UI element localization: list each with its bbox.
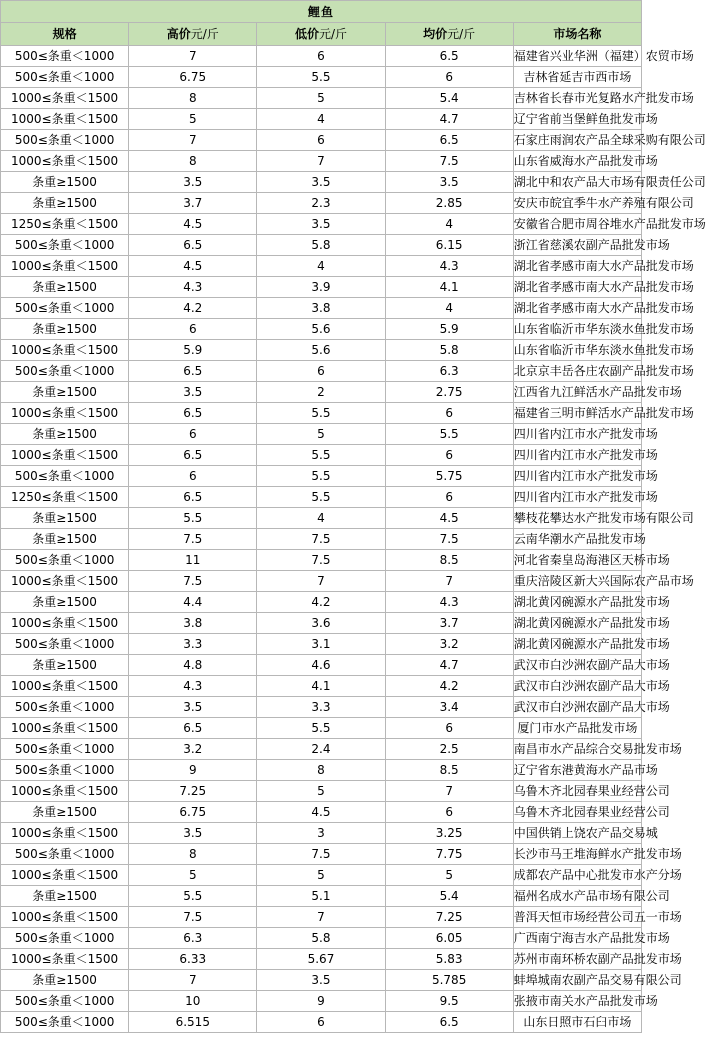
cell-high-price: 3.5 xyxy=(129,823,257,844)
cell-high-price: 3.3 xyxy=(129,634,257,655)
cell-market-name: 中国供销上饶农产品交易城 xyxy=(513,823,641,844)
cell-high-price: 7 xyxy=(129,130,257,151)
cell-high-price: 6.5 xyxy=(129,445,257,466)
table-row xyxy=(1,403,642,424)
cell-spec: 条重≥1500 xyxy=(1,970,129,991)
cell-low-price: 4.5 xyxy=(257,802,385,823)
cell-avg-price: 7.75 xyxy=(385,844,513,865)
cell-spec: 1000≤条重＜1500 xyxy=(1,571,129,592)
cell-avg-price: 9.5 xyxy=(385,991,513,1012)
table-row xyxy=(1,277,642,298)
cell-avg-price: 3.2 xyxy=(385,634,513,655)
cell-low-price: 9 xyxy=(257,991,385,1012)
cell-market-name: 四川省内江市水产批发市场 xyxy=(513,445,641,466)
cell-low-price: 3.3 xyxy=(257,697,385,718)
cell-avg-price: 6.5 xyxy=(385,1012,513,1033)
cell-avg-price: 3.4 xyxy=(385,697,513,718)
cell-market-name: 攀枝花攀达水产批发市场有限公司 xyxy=(513,508,641,529)
cell-market-name: 张掖市南关水产品批发市场 xyxy=(513,991,641,1012)
cell-avg-price: 2.5 xyxy=(385,739,513,760)
table-row xyxy=(1,193,642,214)
cell-high-price: 3.2 xyxy=(129,739,257,760)
cell-spec: 条重≥1500 xyxy=(1,172,129,193)
cell-low-price: 5.1 xyxy=(257,886,385,907)
cell-low-price: 5 xyxy=(257,781,385,802)
table-row xyxy=(1,781,642,802)
cell-avg-price: 4.7 xyxy=(385,109,513,130)
cell-market-name: 山东省威海水产品批发市场 xyxy=(513,151,641,172)
cell-market-name: 湖北中和农产品大市场有限责任公司 xyxy=(513,172,641,193)
table-row xyxy=(1,67,642,88)
cell-high-price: 3.5 xyxy=(129,382,257,403)
cell-spec: 500≤条重＜1000 xyxy=(1,844,129,865)
cell-low-price: 4 xyxy=(257,109,385,130)
cell-spec: 500≤条重＜1000 xyxy=(1,130,129,151)
cell-high-price: 4.4 xyxy=(129,592,257,613)
cell-low-price: 2.4 xyxy=(257,739,385,760)
cell-spec: 1250≤条重＜1500 xyxy=(1,214,129,235)
table-title: 鲤鱼 xyxy=(1,1,642,23)
cell-high-price: 6.75 xyxy=(129,67,257,88)
table-title-row xyxy=(1,1,642,23)
table-row xyxy=(1,676,642,697)
table-row xyxy=(1,634,642,655)
cell-high-price: 5.9 xyxy=(129,340,257,361)
cell-avg-price: 5.4 xyxy=(385,886,513,907)
cell-spec: 500≤条重＜1000 xyxy=(1,739,129,760)
cell-market-name: 安徽省合肥市周谷堆水产品批发市场 xyxy=(513,214,641,235)
cell-high-price: 10 xyxy=(129,991,257,1012)
table-row xyxy=(1,340,642,361)
cell-market-name: 四川省内江市水产批发市场 xyxy=(513,487,641,508)
cell-spec: 1000≤条重＜1500 xyxy=(1,613,129,634)
cell-high-price: 3.8 xyxy=(129,613,257,634)
table-row xyxy=(1,424,642,445)
cell-low-price: 7.5 xyxy=(257,844,385,865)
cell-spec: 1000≤条重＜1500 xyxy=(1,718,129,739)
cell-avg-price: 6.15 xyxy=(385,235,513,256)
cell-avg-price: 4.1 xyxy=(385,277,513,298)
cell-high-price: 6.5 xyxy=(129,403,257,424)
table-row xyxy=(1,319,642,340)
table-row xyxy=(1,760,642,781)
table-row xyxy=(1,550,642,571)
table-row xyxy=(1,655,642,676)
cell-avg-price: 8.5 xyxy=(385,550,513,571)
cell-spec: 条重≥1500 xyxy=(1,319,129,340)
cell-low-price: 3.5 xyxy=(257,970,385,991)
cell-market-name: 乌鲁木齐北园春果业经营公司 xyxy=(513,781,641,802)
table-row xyxy=(1,571,642,592)
cell-avg-price: 6.5 xyxy=(385,130,513,151)
cell-market-name: 重庆涪陵区新大兴国际农产品市场 xyxy=(513,571,641,592)
cell-avg-price: 7.5 xyxy=(385,529,513,550)
cell-spec: 1000≤条重＜1500 xyxy=(1,151,129,172)
cell-market-name: 乌鲁木齐北园春果业经营公司 xyxy=(513,802,641,823)
table-row xyxy=(1,844,642,865)
cell-market-name: 蚌埠城南农副产品交易有限公司 xyxy=(513,970,641,991)
cell-low-price: 5.8 xyxy=(257,928,385,949)
cell-avg-price: 2.75 xyxy=(385,382,513,403)
cell-low-price: 5.5 xyxy=(257,67,385,88)
cell-spec: 1000≤条重＜1500 xyxy=(1,403,129,424)
cell-high-price: 8 xyxy=(129,844,257,865)
cell-high-price: 7.5 xyxy=(129,571,257,592)
cell-spec: 条重≥1500 xyxy=(1,886,129,907)
cell-high-price: 3.5 xyxy=(129,172,257,193)
cell-spec: 1000≤条重＜1500 xyxy=(1,781,129,802)
cell-market-name: 武汉市白沙洲农副产品大市场 xyxy=(513,697,641,718)
cell-low-price: 7 xyxy=(257,151,385,172)
cell-spec: 1000≤条重＜1500 xyxy=(1,949,129,970)
cell-high-price: 6.5 xyxy=(129,487,257,508)
cell-avg-price: 6.05 xyxy=(385,928,513,949)
table-row xyxy=(1,172,642,193)
header-high-price: 高价元/斤 xyxy=(129,23,257,46)
cell-avg-price: 4.5 xyxy=(385,508,513,529)
cell-spec: 500≤条重＜1000 xyxy=(1,466,129,487)
table-row xyxy=(1,151,642,172)
cell-spec: 1000≤条重＜1500 xyxy=(1,445,129,466)
cell-spec: 500≤条重＜1000 xyxy=(1,550,129,571)
cell-spec: 条重≥1500 xyxy=(1,802,129,823)
cell-avg-price: 2.85 xyxy=(385,193,513,214)
cell-spec: 500≤条重＜1000 xyxy=(1,235,129,256)
table-row xyxy=(1,130,642,151)
cell-high-price: 7.5 xyxy=(129,907,257,928)
cell-avg-price: 5.9 xyxy=(385,319,513,340)
cell-avg-price: 5.4 xyxy=(385,88,513,109)
cell-low-price: 3.1 xyxy=(257,634,385,655)
cell-avg-price: 5.785 xyxy=(385,970,513,991)
cell-high-price: 6.5 xyxy=(129,235,257,256)
cell-high-price: 6.3 xyxy=(129,928,257,949)
cell-high-price: 5.5 xyxy=(129,886,257,907)
cell-spec: 条重≥1500 xyxy=(1,382,129,403)
cell-high-price: 6.75 xyxy=(129,802,257,823)
cell-high-price: 7 xyxy=(129,46,257,67)
cell-avg-price: 7 xyxy=(385,571,513,592)
table-row xyxy=(1,88,642,109)
cell-avg-price: 6 xyxy=(385,445,513,466)
table-header-row xyxy=(1,23,642,46)
cell-market-name: 山东省临沂市华东淡水鱼批发市场 xyxy=(513,340,641,361)
cell-market-name: 湖北黄冈碗源水产品批发市场 xyxy=(513,634,641,655)
cell-low-price: 5 xyxy=(257,88,385,109)
cell-avg-price: 6 xyxy=(385,718,513,739)
cell-avg-price: 4.3 xyxy=(385,256,513,277)
cell-spec: 条重≥1500 xyxy=(1,277,129,298)
cell-market-name: 吉林省长春市光复路水产批发市场 xyxy=(513,88,641,109)
cell-low-price: 3.5 xyxy=(257,172,385,193)
cell-avg-price: 5.83 xyxy=(385,949,513,970)
cell-market-name: 福州名成水产品市场有限公司 xyxy=(513,886,641,907)
table-row xyxy=(1,487,642,508)
cell-high-price: 5 xyxy=(129,865,257,886)
cell-market-name: 四川省内江市水产批发市场 xyxy=(513,466,641,487)
table-row xyxy=(1,886,642,907)
table-row xyxy=(1,907,642,928)
cell-avg-price: 6 xyxy=(385,802,513,823)
cell-high-price: 11 xyxy=(129,550,257,571)
cell-high-price: 6.5 xyxy=(129,361,257,382)
cell-low-price: 8 xyxy=(257,760,385,781)
cell-avg-price: 7.25 xyxy=(385,907,513,928)
cell-avg-price: 5 xyxy=(385,865,513,886)
cell-avg-price: 3.25 xyxy=(385,823,513,844)
cell-avg-price: 4.3 xyxy=(385,592,513,613)
cell-low-price: 6 xyxy=(257,130,385,151)
cell-market-name: 福建省兴业华洲（福建）农贸市场 xyxy=(513,46,641,67)
cell-spec: 500≤条重＜1000 xyxy=(1,298,129,319)
cell-high-price: 6 xyxy=(129,319,257,340)
cell-spec: 条重≥1500 xyxy=(1,424,129,445)
cell-avg-price: 7 xyxy=(385,781,513,802)
cell-spec: 500≤条重＜1000 xyxy=(1,361,129,382)
table-row xyxy=(1,991,642,1012)
cell-market-name: 苏州市南环桥农副产品批发市场 xyxy=(513,949,641,970)
table-row xyxy=(1,508,642,529)
cell-spec: 500≤条重＜1000 xyxy=(1,697,129,718)
cell-market-name: 广西南宁海吉水产品批发市场 xyxy=(513,928,641,949)
table-row xyxy=(1,361,642,382)
cell-spec: 1000≤条重＜1500 xyxy=(1,340,129,361)
cell-high-price: 7.25 xyxy=(129,781,257,802)
cell-avg-price: 4.2 xyxy=(385,676,513,697)
cell-avg-price: 6 xyxy=(385,403,513,424)
cell-avg-price: 3.7 xyxy=(385,613,513,634)
table-row xyxy=(1,592,642,613)
cell-low-price: 5.8 xyxy=(257,235,385,256)
table-row xyxy=(1,445,642,466)
cell-avg-price: 5.5 xyxy=(385,424,513,445)
cell-low-price: 4.2 xyxy=(257,592,385,613)
cell-high-price: 4.8 xyxy=(129,655,257,676)
cell-high-price: 6.5 xyxy=(129,718,257,739)
cell-avg-price: 6 xyxy=(385,487,513,508)
cell-market-name: 湖北黄冈碗源水产品批发市场 xyxy=(513,592,641,613)
table-row xyxy=(1,109,642,130)
cell-high-price: 4.3 xyxy=(129,676,257,697)
cell-market-name: 武汉市白沙洲农副产品大市场 xyxy=(513,655,641,676)
cell-high-price: 9 xyxy=(129,760,257,781)
cell-market-name: 武汉市白沙洲农副产品大市场 xyxy=(513,676,641,697)
table-row xyxy=(1,1012,642,1033)
header-avg-price: 均价元/斤 xyxy=(385,23,513,46)
cell-avg-price: 7.5 xyxy=(385,151,513,172)
table-row xyxy=(1,298,642,319)
table-row xyxy=(1,466,642,487)
cell-low-price: 6 xyxy=(257,1012,385,1033)
cell-market-name: 安庆市皖宜季牛水产养殖有限公司 xyxy=(513,193,641,214)
cell-spec: 条重≥1500 xyxy=(1,193,129,214)
cell-spec: 1000≤条重＜1500 xyxy=(1,109,129,130)
cell-market-name: 南昌市水产品综合交易批发市场 xyxy=(513,739,641,760)
cell-avg-price: 3.5 xyxy=(385,172,513,193)
cell-high-price: 3.5 xyxy=(129,697,257,718)
header-low-price: 低价元/斤 xyxy=(257,23,385,46)
cell-high-price: 6.515 xyxy=(129,1012,257,1033)
cell-avg-price: 4 xyxy=(385,214,513,235)
cell-avg-price: 5.8 xyxy=(385,340,513,361)
cell-low-price: 3.6 xyxy=(257,613,385,634)
header-market-name: 市场名称 xyxy=(513,23,641,46)
cell-high-price: 3.7 xyxy=(129,193,257,214)
cell-high-price: 7.5 xyxy=(129,529,257,550)
cell-high-price: 6 xyxy=(129,466,257,487)
cell-low-price: 5 xyxy=(257,424,385,445)
cell-market-name: 石家庄雨润农产品全球采购有限公司 xyxy=(513,130,641,151)
cell-spec: 1000≤条重＜1500 xyxy=(1,865,129,886)
cell-low-price: 5 xyxy=(257,865,385,886)
cell-spec: 条重≥1500 xyxy=(1,508,129,529)
cell-low-price: 5.6 xyxy=(257,319,385,340)
header-spec: 规格 xyxy=(1,23,129,46)
table-row xyxy=(1,949,642,970)
cell-low-price: 4.6 xyxy=(257,655,385,676)
cell-high-price: 5.5 xyxy=(129,508,257,529)
cell-avg-price: 4.7 xyxy=(385,655,513,676)
cell-high-price: 4.5 xyxy=(129,256,257,277)
cell-high-price: 8 xyxy=(129,88,257,109)
cell-high-price: 7 xyxy=(129,970,257,991)
cell-low-price: 3 xyxy=(257,823,385,844)
cell-market-name: 辽宁省东港黄海水产品市场 xyxy=(513,760,641,781)
cell-avg-price: 6.3 xyxy=(385,361,513,382)
cell-low-price: 2.3 xyxy=(257,193,385,214)
cell-market-name: 云南华潮水产品批发市场 xyxy=(513,529,641,550)
table-row xyxy=(1,256,642,277)
table-row xyxy=(1,382,642,403)
cell-high-price: 6 xyxy=(129,424,257,445)
cell-market-name: 普洱天恒市场经营公司五一市场 xyxy=(513,907,641,928)
cell-avg-price: 5.75 xyxy=(385,466,513,487)
cell-market-name: 湖北省孝感市南大水产品批发市场 xyxy=(513,298,641,319)
table-row xyxy=(1,529,642,550)
cell-avg-price: 8.5 xyxy=(385,760,513,781)
table-row xyxy=(1,613,642,634)
table-row xyxy=(1,235,642,256)
table-row xyxy=(1,697,642,718)
table-row xyxy=(1,928,642,949)
cell-avg-price: 6.5 xyxy=(385,46,513,67)
cell-spec: 1000≤条重＜1500 xyxy=(1,823,129,844)
cell-avg-price: 6 xyxy=(385,67,513,88)
cell-low-price: 4 xyxy=(257,256,385,277)
cell-market-name: 湖北黄冈碗源水产品批发市场 xyxy=(513,613,641,634)
cell-low-price: 6 xyxy=(257,46,385,67)
cell-market-name: 长沙市马王堆海鲜水产批发市场 xyxy=(513,844,641,865)
cell-spec: 条重≥1500 xyxy=(1,655,129,676)
cell-low-price: 4 xyxy=(257,508,385,529)
cell-spec: 500≤条重＜1000 xyxy=(1,928,129,949)
cell-spec: 1000≤条重＜1500 xyxy=(1,256,129,277)
cell-high-price: 4.5 xyxy=(129,214,257,235)
cell-low-price: 5.5 xyxy=(257,487,385,508)
cell-spec: 500≤条重＜1000 xyxy=(1,1012,129,1033)
cell-market-name: 四川省内江市水产批发市场 xyxy=(513,424,641,445)
cell-low-price: 2 xyxy=(257,382,385,403)
cell-high-price: 4.3 xyxy=(129,277,257,298)
cell-low-price: 6 xyxy=(257,361,385,382)
cell-market-name: 浙江省慈溪农副产品批发市场 xyxy=(513,235,641,256)
table-row xyxy=(1,802,642,823)
cell-high-price: 4.2 xyxy=(129,298,257,319)
cell-spec: 条重≥1500 xyxy=(1,529,129,550)
cell-market-name: 江西省九江鲜活水产品批发市场 xyxy=(513,382,641,403)
cell-low-price: 5.6 xyxy=(257,340,385,361)
cell-high-price: 5 xyxy=(129,109,257,130)
cell-spec: 500≤条重＜1000 xyxy=(1,46,129,67)
table-row xyxy=(1,865,642,886)
cell-high-price: 8 xyxy=(129,151,257,172)
cell-market-name: 山东日照市石臼市场 xyxy=(513,1012,641,1033)
table-row xyxy=(1,718,642,739)
cell-avg-price: 4 xyxy=(385,298,513,319)
cell-low-price: 7 xyxy=(257,571,385,592)
cell-spec: 500≤条重＜1000 xyxy=(1,67,129,88)
cell-low-price: 7.5 xyxy=(257,550,385,571)
cell-market-name: 河北省秦皇岛海港区天桥市场 xyxy=(513,550,641,571)
cell-market-name: 吉林省延吉市西市场 xyxy=(513,67,641,88)
cell-spec: 条重≥1500 xyxy=(1,592,129,613)
cell-market-name: 湖北省孝感市南大水产品批发市场 xyxy=(513,277,641,298)
cell-market-name: 北京京丰岳各庄农副产品批发市场 xyxy=(513,361,641,382)
cell-low-price: 4.1 xyxy=(257,676,385,697)
cell-high-price: 6.33 xyxy=(129,949,257,970)
cell-spec: 500≤条重＜1000 xyxy=(1,760,129,781)
table-row xyxy=(1,739,642,760)
cell-spec: 1000≤条重＜1500 xyxy=(1,88,129,109)
table-row xyxy=(1,214,642,235)
cell-low-price: 5.5 xyxy=(257,403,385,424)
table-row xyxy=(1,823,642,844)
cell-low-price: 3.9 xyxy=(257,277,385,298)
cell-low-price: 5.5 xyxy=(257,718,385,739)
cell-market-name: 成都农产品中心批发市水产分场 xyxy=(513,865,641,886)
cell-low-price: 5.67 xyxy=(257,949,385,970)
cell-spec: 1000≤条重＜1500 xyxy=(1,907,129,928)
cell-low-price: 3.5 xyxy=(257,214,385,235)
table-row xyxy=(1,46,642,67)
cell-low-price: 7.5 xyxy=(257,529,385,550)
cell-low-price: 5.5 xyxy=(257,466,385,487)
cell-low-price: 5.5 xyxy=(257,445,385,466)
cell-market-name: 辽宁省前当堡鲜鱼批发市场 xyxy=(513,109,641,130)
cell-spec: 500≤条重＜1000 xyxy=(1,634,129,655)
cell-spec: 500≤条重＜1000 xyxy=(1,991,129,1012)
cell-market-name: 福建省三明市鲜活水产品批发市场 xyxy=(513,403,641,424)
cell-market-name: 厦门市水产品批发市场 xyxy=(513,718,641,739)
table-row xyxy=(1,970,642,991)
cell-low-price: 7 xyxy=(257,907,385,928)
cell-low-price: 3.8 xyxy=(257,298,385,319)
cell-market-name: 湖北省孝感市南大水产品批发市场 xyxy=(513,256,641,277)
cell-market-name: 山东省临沂市华东淡水鱼批发市场 xyxy=(513,319,641,340)
cell-spec: 1250≤条重＜1500 xyxy=(1,487,129,508)
cell-spec: 1000≤条重＜1500 xyxy=(1,676,129,697)
